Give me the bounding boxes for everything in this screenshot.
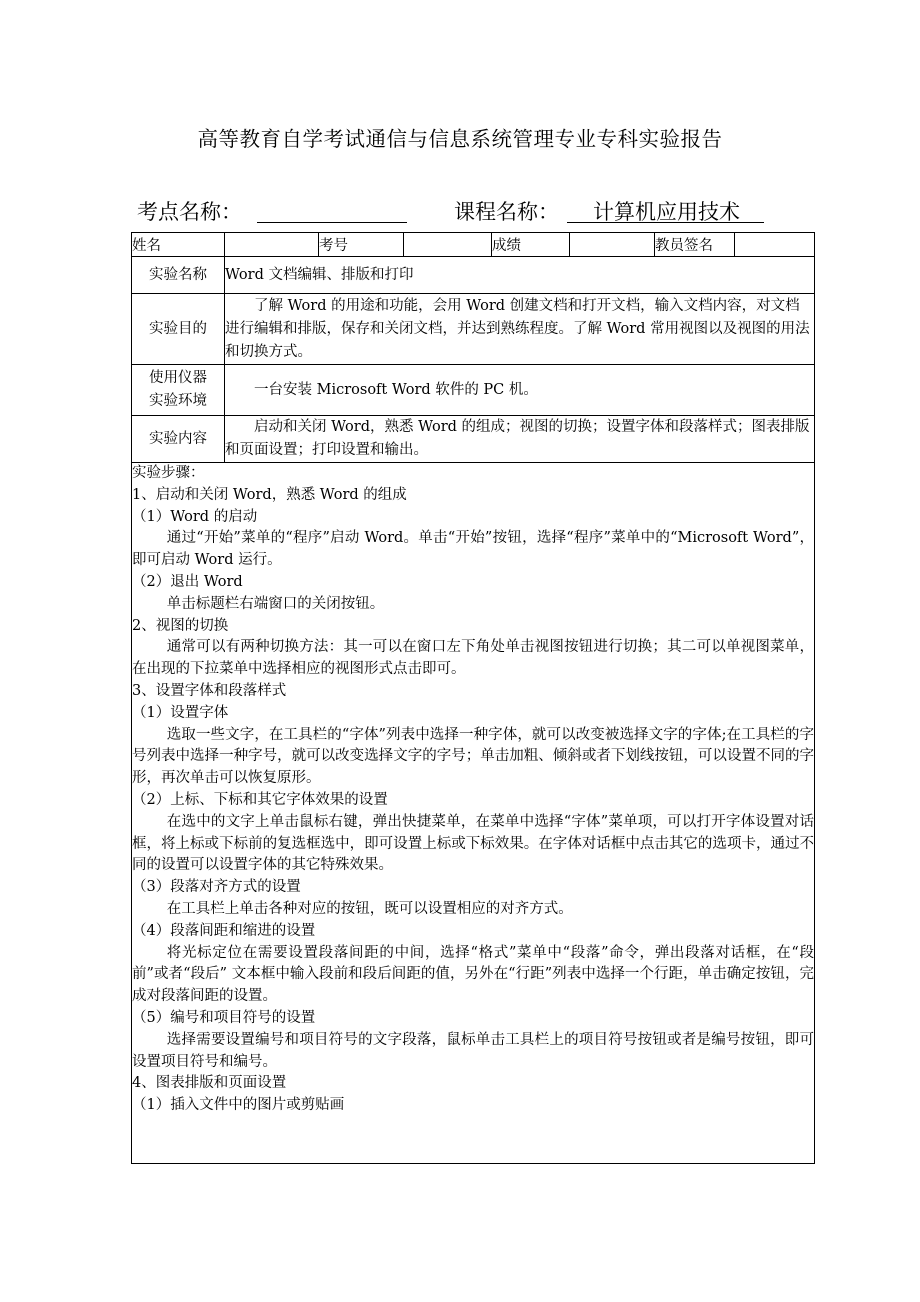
- score-value: [570, 233, 655, 257]
- step-3-4-text: 将光标定位在需要设置段落间距的中间，选择“格式”菜单中“段落”命令，弹出段落对话框，在“段前”或者“段后” 文本框中输入段前和段后间距的值，另外在“行距”列表中选择一个行距，单击确定按钮，完成对段落间距的设置。: [132, 944, 814, 1005]
- report-table: [131, 232, 815, 1164]
- step-2: 2、视图的切换: [132, 617, 229, 634]
- name-value: [225, 233, 319, 257]
- step-1-2: （2）退出 Word: [132, 573, 243, 590]
- step-3: 3、设置字体和段落样式: [132, 682, 287, 699]
- content-label: 实验内容: [132, 416, 225, 463]
- steps-cell: [132, 463, 815, 1164]
- content-row: [132, 416, 815, 463]
- exp-name-row: [132, 257, 815, 294]
- step-1: 1、启动和关闭 Word，熟悉 Word 的组成: [132, 486, 407, 503]
- step-3-3: （3）段落对齐方式的设置: [132, 879, 301, 896]
- info-line: [137, 196, 797, 228]
- step-3-2: （2）上标、下标和其它字体效果的设置: [132, 791, 388, 808]
- exp-name-value: Word 文档编辑、排版和打印: [225, 257, 815, 294]
- exam-no-label: 考号: [319, 233, 404, 257]
- exam-site-label: 考点名称：: [137, 200, 242, 224]
- step-1-2-text: 单击标题栏右端窗口的关闭按钮。: [166, 595, 385, 612]
- step-3-2-text: 在选中的文字上单击鼠标右键，弹出快捷菜单，在菜单中选择“字体”菜单项，可以打开字体设置对话框，将上标或下标前的复选框选中，即可设置上标或下标效果。在字体对话框中点击其它的选项卡，通过不同的设置可以设置字体的其它特殊效果。: [132, 813, 814, 874]
- purpose-row: [132, 294, 815, 365]
- purpose-value: 了解 Word 的用途和功能，会用 Word 创建文档和打开文档，输入文档内容，对文档进行编辑和排版，保存和关闭文档，并达到熟练程度。了解 Word 常用视图以及视图的用法和切换方式。: [225, 294, 815, 365]
- step-3-3-text: 在工具栏上单击各种对应的按钮，既可以设置相应的对齐方式。: [166, 900, 573, 917]
- step-3-5: （5）编号和项目符号的设置: [132, 1009, 316, 1026]
- env-label-line1: 使用仪器: [149, 370, 207, 386]
- teacher-sign-value: [735, 233, 815, 257]
- course-label: 课程名称：: [454, 200, 559, 224]
- env-label-line2: 实验环境: [149, 393, 207, 409]
- step-2-text: 通常可以有两种切换方法：其一可以在窗口左下角处单击视图按钮进行切换；其二可以单视图菜单，在出现的下拉菜单中选择相应的视图形式点击即可。: [132, 639, 814, 678]
- steps-row: [132, 463, 815, 1164]
- step-3-4: （4）段落间距和缩进的设置: [132, 922, 316, 939]
- env-label: [132, 365, 225, 416]
- teacher-sign-label: 教员签名: [655, 233, 735, 257]
- step-3-1: （1）设置字体: [132, 704, 229, 721]
- content-value: 启动和关闭 Word，熟悉 Word 的组成；视图的切换；设置字体和段落样式；图表排版和页面设置；打印设置和输出。: [225, 416, 815, 463]
- env-row: [132, 365, 815, 416]
- purpose-label: 实验目的: [132, 294, 225, 365]
- exam-no-value: [404, 233, 492, 257]
- step-1-1: （1）Word 的启动: [132, 508, 258, 525]
- header-row: [132, 233, 815, 257]
- exp-name-label: 实验名称: [132, 257, 225, 294]
- steps-heading: 实验步骤：: [132, 465, 205, 481]
- exam-site-blank: [257, 222, 407, 223]
- step-4: 4、图表排版和页面设置: [132, 1075, 287, 1092]
- course-value: 计算机应用技术: [567, 196, 764, 223]
- step-1-1-text: 通过“开始”菜单的“程序”启动 Word。单击“开始”按钮，选择“程序”菜单中的“Microsoft Word”，即可启动 Word 运行。: [132, 530, 814, 569]
- score-label: 成绩: [492, 233, 570, 257]
- report-title: 高等教育自学考试通信与信息系统管理专业专科实验报告: [197, 127, 723, 151]
- env-value: 一台安装 Microsoft Word 软件的 PC 机。: [225, 365, 815, 416]
- step-4-1: （1）插入文件中的图片或剪贴画: [132, 1097, 345, 1114]
- name-label: 姓名: [132, 233, 225, 257]
- step-3-1-text: 选取一些文字，在工具栏的“字体”列表中选择一种字体，就可以改变被选择文字的字体;在工具栏的字号列表中选择一种字号，就可以改变选择文字的字号；单击加粗、倾斜或者下划线按钮，可以设置不同的字形，再次单击可以恢复原形。: [132, 726, 814, 787]
- step-3-5-text: 选择需要设置编号和项目符号的文字段落，鼠标单击工具栏上的项目符号按钮或者是编号按钮，即可设置项目符号和编号。: [132, 1031, 814, 1070]
